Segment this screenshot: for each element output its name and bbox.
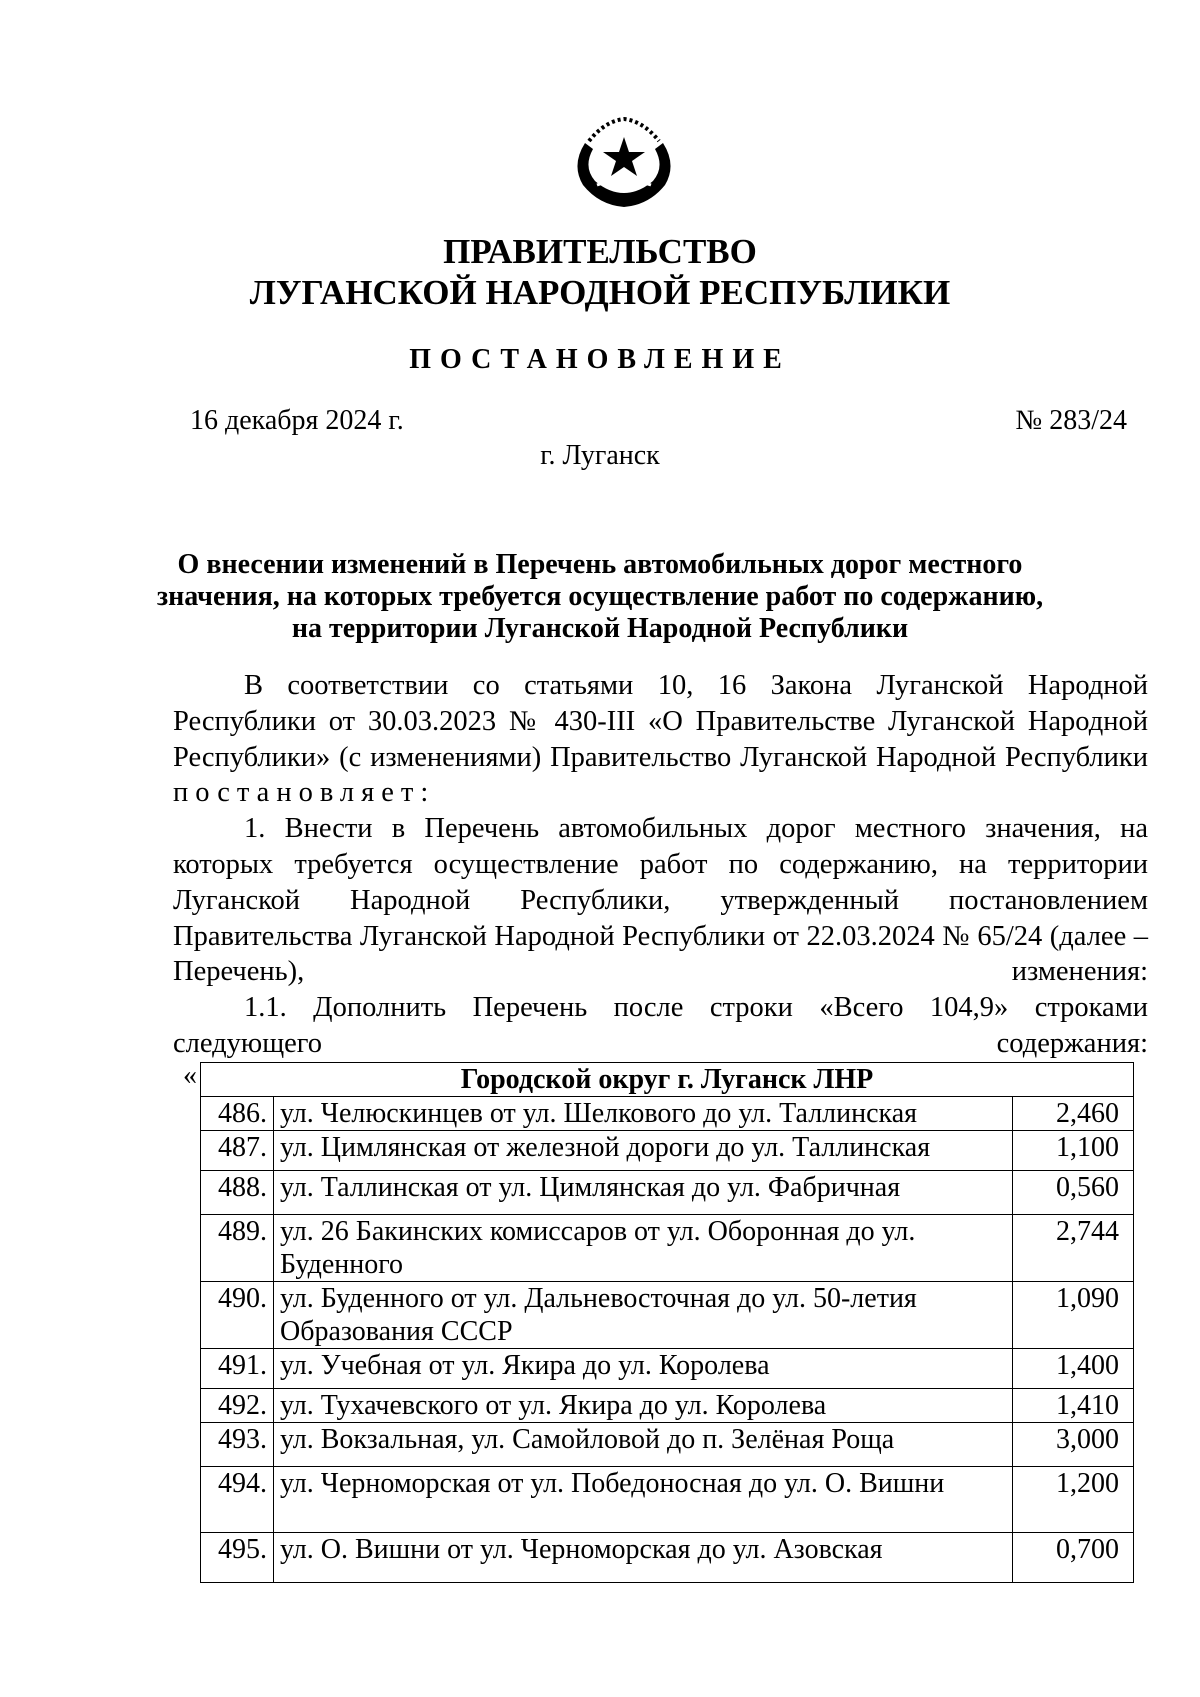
item-1-paragraph: 1. Внести в Перечень автомобильных дорог местного значения, на которых требуется осуществление работ по содержанию, на территории Луганской Народной Республики, утвержденный постановлением Правительства Луганской Народной Республики от 22.03.2024 № 65/24 (далее – Перечень), изменения:	[173, 813, 1148, 988]
table-row	[201, 1215, 1134, 1282]
road-length: 1,100	[1013, 1131, 1134, 1171]
road-name: ул. Вокзальная, ул. Самойловой до п. Зелёная Роща	[274, 1423, 1013, 1467]
road-length: 3,000	[1013, 1423, 1134, 1467]
road-length: 2,460	[1013, 1097, 1134, 1131]
road-length: 0,700	[1013, 1533, 1134, 1583]
table-row	[201, 1533, 1134, 1583]
document-city: г. Луганск	[540, 440, 660, 471]
row-number: 493.	[201, 1423, 274, 1467]
subject-line-2: значения, на которых требуется осуществление работ по содержанию,	[156, 581, 1044, 612]
road-name: ул. 26 Бакинских комиссаров от ул. Оборонная до ул. Буденного	[274, 1215, 1013, 1282]
row-number: 495.	[201, 1533, 274, 1583]
table-row	[201, 1282, 1134, 1349]
document-type: ПОСТАНОВЛЕНИЕ	[409, 344, 791, 375]
road-length: 0,560	[1013, 1171, 1134, 1215]
road-length: 1,200	[1013, 1467, 1134, 1533]
open-quote: «	[183, 1060, 197, 1091]
road-name: ул. Тухачевского от ул. Якира до ул. Королева	[274, 1389, 1013, 1423]
table-row	[201, 1467, 1134, 1533]
road-name: ул. Учебная от ул. Якира до ул. Королева	[274, 1349, 1013, 1389]
road-name: ул. Челюскинцев от ул. Шелкового до ул. Таллинская	[274, 1097, 1013, 1131]
document-date: 16 декабря 2024 г.	[190, 405, 404, 436]
document-body	[173, 668, 1148, 1062]
subject-line-3: на территории Луганской Народной Республики	[291, 613, 909, 644]
document-number: № 283/24	[1015, 405, 1127, 436]
row-number: 491.	[201, 1349, 274, 1389]
road-name: ул. О. Вишни от ул. Черноморская до ул. Азовская	[274, 1533, 1013, 1583]
road-name: ул. Буденного от ул. Дальневосточная до ул. 50-летия Образования СССР	[274, 1282, 1013, 1349]
road-length: 2,744	[1013, 1215, 1134, 1282]
road-length: 1,090	[1013, 1282, 1134, 1349]
org-name-line1: ПРАВИТЕЛЬСТВО	[443, 232, 757, 271]
row-number: 488.	[201, 1171, 274, 1215]
item-1-1-paragraph: 1.1. Дополнить Перечень после строки «Всего 104,9» строками следующего содержания:	[173, 992, 1148, 1059]
org-name-line2: ЛУГАНСКОЙ НАРОДНОЙ РЕСПУБЛИКИ	[249, 273, 951, 312]
road-name: ул. Таллинская от ул. Цимлянская до ул. Фабричная	[274, 1171, 1013, 1215]
row-number: 489.	[201, 1215, 274, 1282]
table-row	[201, 1131, 1134, 1171]
road-name: ул. Черноморская от ул. Победоносная до ул. О. Вишни	[274, 1467, 1013, 1533]
preamble-paragraph: В соответствии со статьями 10, 16 Закона Луганской Народной Республики от 30.03.2023 № 430-III «О Правительстве Луганской Народной Республики» (с изменениями) Правительство Луганской Народной Республики	[173, 670, 1148, 773]
row-number: 490.	[201, 1282, 274, 1349]
road-name: ул. Цимлянская от железной дороги до ул. Таллинская	[274, 1131, 1013, 1171]
coat-of-arms-emblem	[565, 115, 683, 211]
table-row	[201, 1389, 1134, 1423]
table-row	[201, 1097, 1134, 1131]
row-number: 486.	[201, 1097, 274, 1131]
table-header-row	[201, 1063, 1134, 1097]
road-length: 1,410	[1013, 1389, 1134, 1423]
table-row	[201, 1171, 1134, 1215]
row-number: 492.	[201, 1389, 274, 1423]
resolves-word: постановляет:	[173, 777, 436, 809]
row-number: 487.	[201, 1131, 274, 1171]
roads-table	[200, 1062, 1134, 1583]
table-section-header: Городской округ г. Луганск ЛНР	[201, 1063, 1134, 1097]
table-row	[201, 1423, 1134, 1467]
table-row	[201, 1349, 1134, 1389]
road-length: 1,400	[1013, 1349, 1134, 1389]
row-number: 494.	[201, 1467, 274, 1533]
subject-line-1: О внесении изменений в Перечень автомобильных дорог местного	[177, 549, 1023, 580]
